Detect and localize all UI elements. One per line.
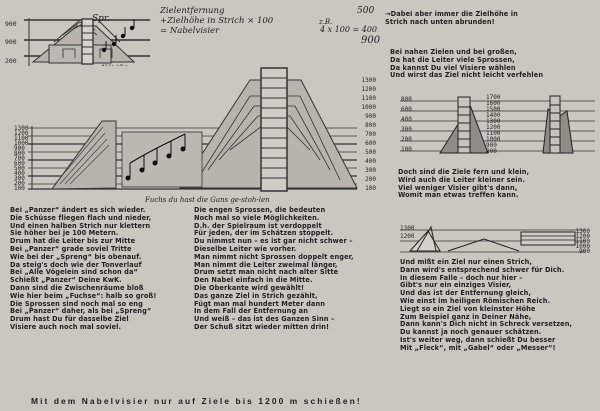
right-tip-2: Doch sind die Ziele fern und klein, Wird auch die Leiter kleiner sein. Viel weniger Visier gibt's dann, Womit man etwas treffen kann. [398, 168, 530, 200]
right-hill-scene [400, 221, 585, 255]
scale-label: 900 [5, 38, 17, 47]
formula-line-2: +Zielhöhe in Strich × 100 [160, 16, 274, 26]
poem-column-1: Bei „Panzer“ ändert es sich wieder. Die Schüsse fliegen flach und nieder, Und einen halben Strich nur klettern Sie höher bei je 100 Metern. Drum hat die Leiter bis zur Mitte Bei „Panzer“ grade soviel Tritte Wie bei der „Spreng“ bis obenauf. Da steig's doch wie der Tonverlauf Bei „Alle Vögelein sind schon da“ Schießt „Panzer“ Deine KwK. Dann sind die Zwischenräume bloß Wie hier beim „Fuchse“: halb so groß! Die Sprossen sind noch mal so eng Bei „Panzer“ daher, als bei „Spreng“ Drum hast Du für dasselbe Ziel Visiere auch noch mal soviel. [10, 206, 157, 331]
example-label: z.B. [319, 18, 333, 26]
song-caption: Fuchs du hast die Gans ge-stoh-len [145, 196, 270, 204]
formula-line-1: Zielentfernung [160, 6, 225, 16]
poem-column-2: Die engen Sprossen, die bedeuten Noch mal so viele Möglichkeiten. D.h. der Spielraum ist verdoppelt Für jeden, der im Schätzen stoppelt. Du nimmst nun – es ist gar nicht schwer – Dieselbe Leiter wie vorher. Man nimmt nicht Sprossen doppelt enger, Man nimmt die Leiter zweimal länger, Drum setzt man nicht nach alter Sitte Den Nabel einfach in die Mitte. Die Oberkante wird gewählt! Das ganze Ziel in Strich gezählt, Fügt man mal hundert Meter dann In dem Fall der Entfernung an Und weiß – das ist des Ganzen Sinn – Der Schuß sitzt wieder mitten drin! [194, 206, 354, 331]
right-scale-d: 1300 1200 1100 1000 900 [575, 228, 590, 255]
scale-label: 900 [5, 20, 17, 28]
example-calc: 4 x 100 = 400 [320, 25, 378, 34]
middle-right-scale: 1300 1200 1100 1000 900 800 700 600 500 400 300 200 100 [361, 77, 376, 192]
formula-box [160, 6, 323, 36]
example-500: 500 [357, 6, 375, 16]
middle-house-illustration [12, 66, 369, 196]
right-tip-1: Bei nahen Zielen und bei großen, Da hat die Leiter viele Sprossen, Da kannst Du viel Visiere wählen Und wirst das Ziel nicht leicht verfehlen [390, 48, 544, 80]
example-total: 900 [361, 35, 381, 46]
top-left-house-illustration [5, 8, 160, 73]
right-scale-c: 1300 1200 [400, 225, 415, 240]
poem-column-3: Und mißt ein Ziel nur einen Strich, Dann wird's entsprechend schwer für Dich. In diesem Falle – doch nur hier – Gibt's nur ein einziges Visier, Und das ist der Entfernung gleich, Wie einst im heiligen Römischen Reich. Liegt so ein Ziel von kleinster Höhe Zum Beispiel ganz in Deiner Nähe, Dann kann's Dich nicht in Schreck versetzen, Du kannst ja noch genauer schätzen. Ist's weiter weg, dann schießt Du besser Mit „Fleck“, mit „Gabel“ oder „Messer“! [400, 258, 573, 352]
right-scale-a: 800 600 400 300 200 100 [401, 96, 412, 153]
formula-line-3: = Nabelvisier [160, 26, 220, 36]
scale-label: 200 [5, 56, 17, 65]
top-left-scale [5, 21, 23, 65]
right-scale-b: 1700 1600 1500 1400 1300 1200 1100 1000 900 800 [486, 94, 501, 155]
top-right-note: →Dabei aber immer die Zielhöhe in Strich nach unten abrunden! [385, 10, 518, 26]
spr-label: Spr. [92, 14, 111, 24]
middle-left-scale: 1300 1200 1100 1000 900 800 700 600 500 400 300 200 100 [14, 125, 29, 192]
footer-warning: Mit dem Nabelvisier nur auf Ziele bis 1200 m schießen! [31, 396, 362, 406]
